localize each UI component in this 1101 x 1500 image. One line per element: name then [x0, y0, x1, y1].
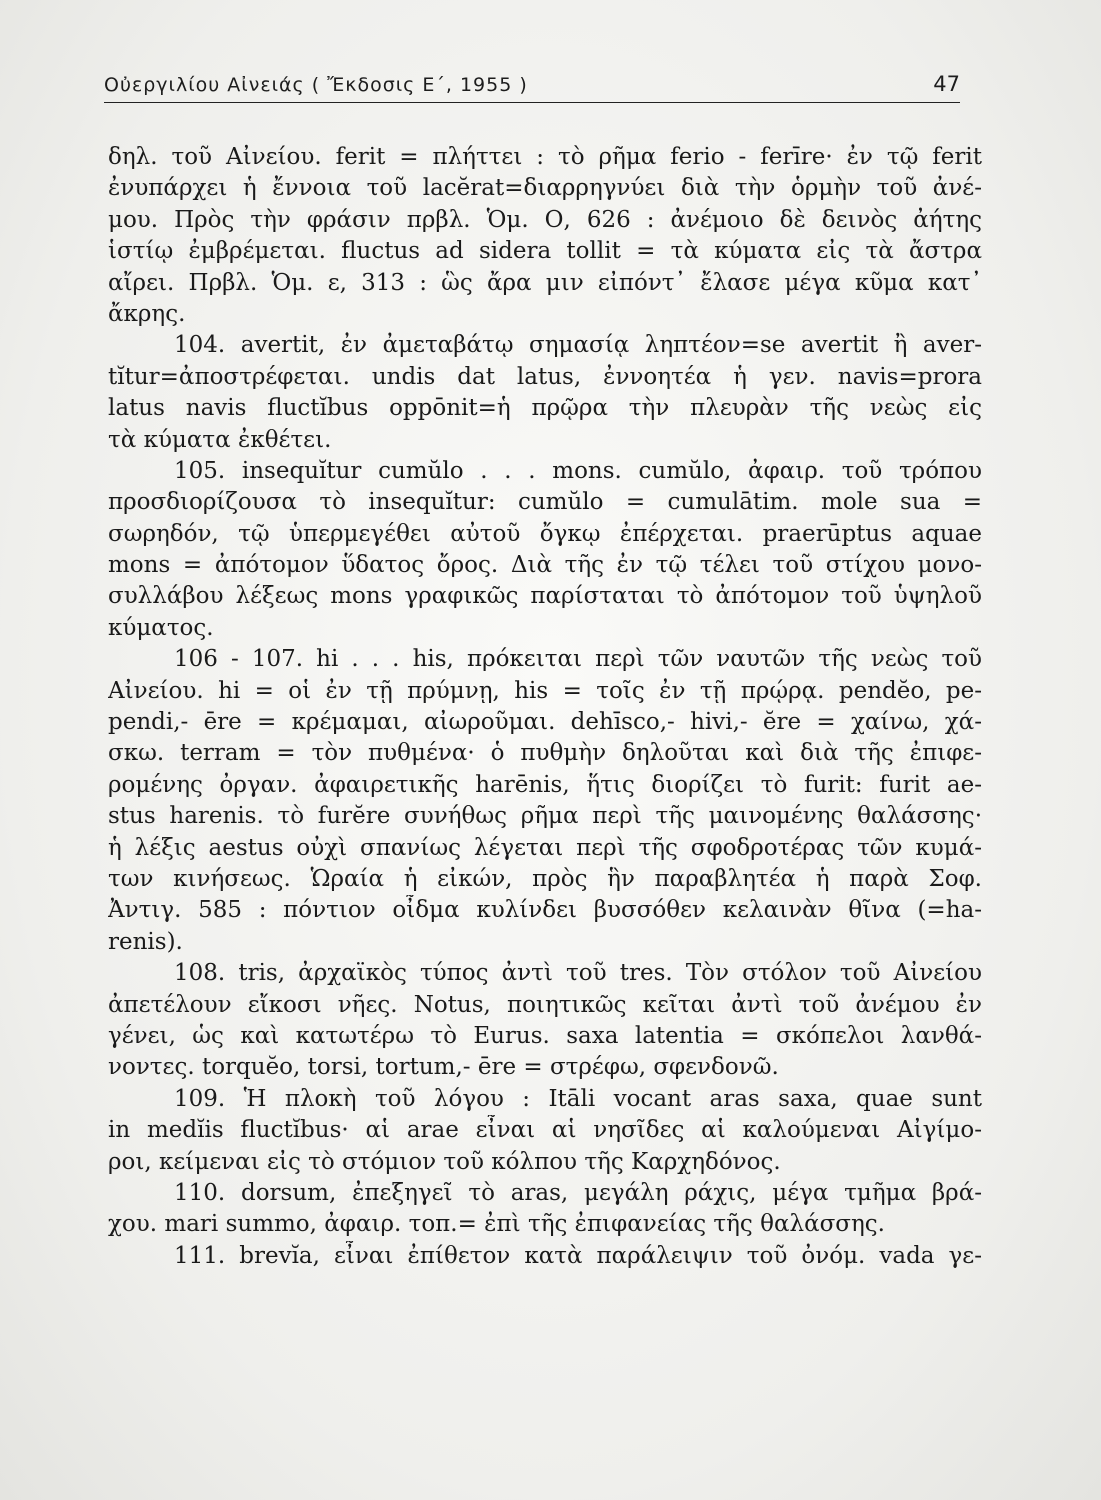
text-line: tĭtur=ἀποστρέφεται. undis dat latus, ἐννοητέα ἡ γεν. navis=prora: [108, 363, 982, 390]
text-line: προσδιορίζουσα τὸ insequĭtur: cumŭlo = cumulātim. mole sua =: [108, 489, 982, 516]
text-line: pendi,- ēre = κρέμαμαι, αἰωροῦμαι. dehīsco,- hivi,- ĕre = χαίνω, χά-: [108, 709, 982, 736]
text-line: 106 - 107. hi . . . his, πρόκειται περὶ τῶν ναυτῶν τῆς νεὼς τοῦ: [174, 646, 982, 673]
text-line: ἀπετέλουν εἴκοσι νῆες. Notus, ποιητικῶς κεῖται ἀντὶ τοῦ ἀνέμου ἐν: [108, 991, 982, 1018]
text-line: Ἀντιγ. 585 : πόντιον οἶδμα κυλίνδει βυσσόθεν κελαινὰν θῖνα (=ha-: [108, 897, 982, 924]
text-line: των κινήσεως. Ὡραία ἡ εἰκών, πρὸς ἣν παραβλητέα ἡ παρὰ Σοφ.: [108, 865, 982, 892]
text-line: 108. tris, ἀρχαϊκὸς τύπος ἀντὶ τοῦ tres. Τὸν στόλον τοῦ Αἰνείου: [174, 960, 982, 987]
text-line: συλλάβου λέξεως mons γραφικῶς παρίσταται τὸ ἀπότομον τοῦ ὑψηλοῦ: [108, 583, 982, 610]
text-line: σωρηδόν, τῷ ὑπερμεγέθει αὐτοῦ ὄγκῳ ἐπέρχεται. praerūptus aquae: [108, 520, 982, 547]
text-line: latus navis fluctĭbus oppōnit=ἡ πρῷρα τὴν πλευρὰν τῆς νεὼς εἰς: [108, 395, 982, 422]
page-number: 47: [933, 72, 960, 96]
text-line: νοντες. torquĕo, torsi, tortum,- ēre = στρέφω, σφενδονῶ.: [108, 1054, 779, 1081]
text-line: μου. Πρὸς τὴν φράσιν πρβλ. Ὁμ. Ο, 626 : ἀνέμοιο δὲ δεινὸς ἀήτης: [108, 206, 982, 233]
text-line: χου. mari summo, ἀφαιρ. τοπ.= ἐπὶ τῆς ἐπιφανείας τῆς θαλάσσης.: [108, 1211, 885, 1238]
text-line: ἱστίῳ ἐμβρέμεται. fluctus ad sidera tollit = τὰ κύματα εἰς τὰ ἄστρα: [108, 238, 982, 265]
text-line: σκω. terram = τὸν πυθμένα· ὁ πυθμὴν δηλοῦται καὶ διὰ τῆς ἐπιφε-: [108, 740, 982, 767]
text-line: 111. brevĭa, εἶναι ἐπίθετον κατὰ παράλειψιν τοῦ ὀνόμ. vada γε-: [174, 1242, 982, 1269]
text-line: stus harenis. τὸ furĕre συνήθως ρῆμα περὶ τῆς μαινομένης θαλάσσης·: [108, 803, 982, 830]
text-line: in medĭis fluctĭbus· αἱ arae εἶναι αἱ νησῖδες αἱ καλούμεναι Αἰγίμο-: [108, 1117, 982, 1144]
text-line: τὰ κύματα ἐκθέτει.: [108, 426, 332, 453]
text-line: 105. insequĭtur cumŭlo . . . mons. cumŭlo, ἀφαιρ. τοῦ τρόπου: [174, 457, 982, 484]
text-line: ροι, κείμεναι εἰς τὸ στόμιον τοῦ κόλπου τῆς Καρχηδόνος.: [108, 1148, 781, 1175]
page-header: [104, 72, 960, 103]
text-line: γένει, ὡς καὶ κατωτέρω τὸ Eurus. saxa latentia = σκόπελοι λανθά-: [108, 1022, 982, 1049]
text-line: κύματος.: [108, 614, 214, 641]
text-line: ἐνυπάρχει ἡ ἔννοια τοῦ lacĕrat=διαρρηγνύει διὰ τὴν ὁρμὴν τοῦ ἀνέ-: [108, 175, 982, 202]
text-line: 109. Ἡ πλοκὴ τοῦ λόγου : Itāli vocant aras saxa, quae sunt: [174, 1085, 982, 1112]
text-line: Αἰνείου. hi = οἱ ἐν τῇ πρύμνῃ, his = τοῖς ἐν τῇ πρῴρᾳ. pendĕo, pe-: [108, 677, 982, 704]
text-line: mons = ἀπότομον ὕδατος ὄρος. Διὰ τῆς ἐν τῷ τέλει τοῦ στίχου μονο-: [108, 552, 982, 579]
text-line: ρομένης ὀργαν. ἀφαιρετικῆς harēnis, ἥτις διορίζει τὸ furit: furit ae-: [108, 771, 982, 798]
commentary-text: [108, 142, 982, 1272]
text-line: renis).: [108, 928, 183, 955]
text-line: δηλ. τοῦ Αἰνείου. ferit = πλήττει : τὸ ρῆμα ferio - ferīre· ἐν τῷ ferit: [108, 144, 982, 170]
text-line: ἄκρης.: [108, 300, 186, 327]
text-line: αἴρει. Πρβλ. Ὁμ. ε, 313 : ὣς ἄρα μιν εἰπόντ᾿ ἔλασε μέγα κῦμα κατ᾿: [108, 269, 982, 296]
running-head: Οὐεργιλίου Αἰνειάς ( Ἔκδοσις Ε΄, 1955 ): [104, 74, 528, 96]
text-line: 104. avertit, ἐν ἀμεταβάτῳ σημασίᾳ ληπτέον=se avertit ἢ aver-: [174, 332, 982, 359]
text-line: ἡ λέξις aestus οὐχὶ σπανίως λέγεται περὶ τῆς σφοδροτέρας τῶν κυμά-: [108, 834, 982, 861]
text-line: 110. dorsum, ἐπεξηγεῖ τὸ aras, μεγάλη ράχις, μέγα τμῆμα βρά-: [174, 1179, 982, 1206]
